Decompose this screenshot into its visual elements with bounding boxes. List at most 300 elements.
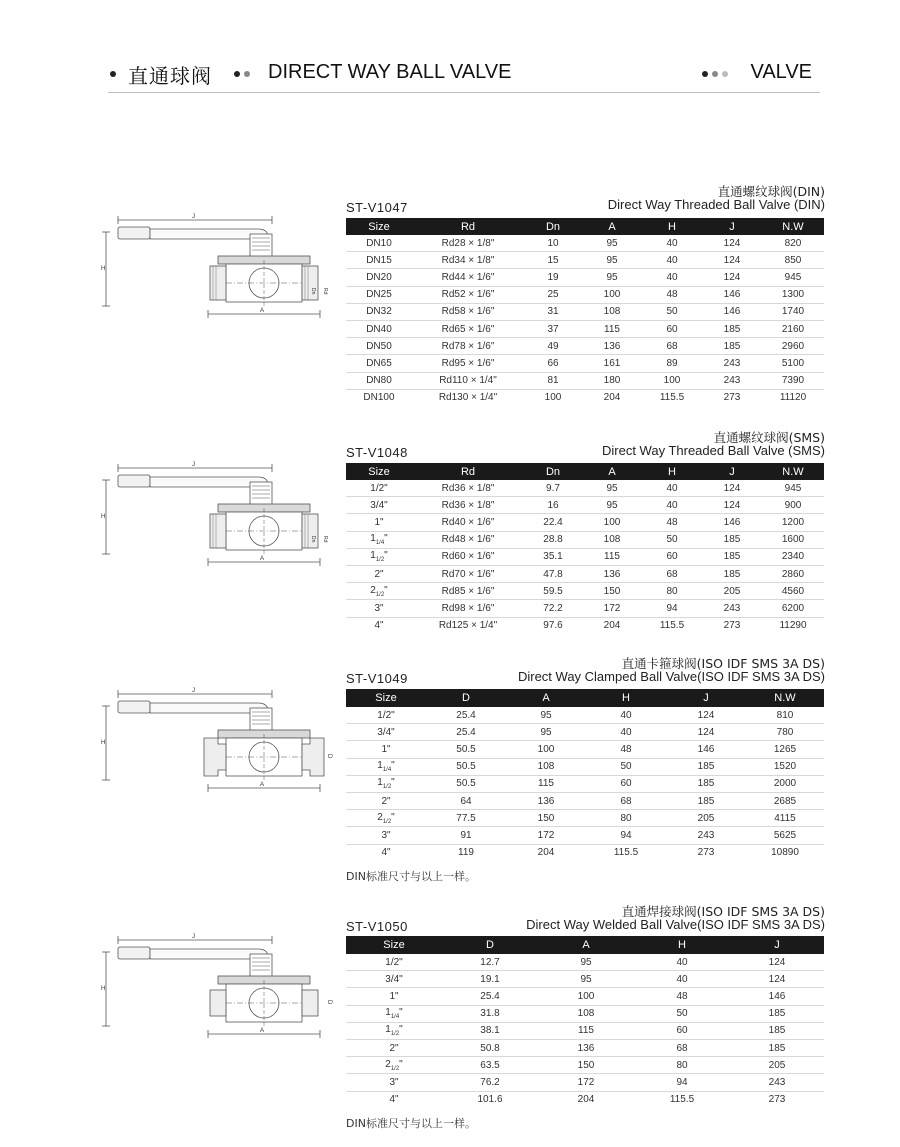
table-cell: 3" <box>346 600 412 617</box>
table-cell: Rd36 × 1/8" <box>412 497 524 514</box>
table-cell: 124 <box>702 235 762 252</box>
table-cell: 119 <box>458 847 474 859</box>
table-cell: 115 <box>506 775 586 792</box>
dimension-label-j: J <box>192 688 195 694</box>
table-cell: 95 <box>538 954 634 971</box>
table-cell: 185 <box>702 548 762 565</box>
table-row <box>346 389 824 406</box>
product-code: ST-V1049 <box>346 671 408 686</box>
product-code: ST-V1047 <box>346 200 408 215</box>
valve-drawing <box>100 930 335 1055</box>
table-cell: 108 <box>582 531 642 548</box>
table-cell: 40 <box>634 954 730 971</box>
table-cell: 1/2" <box>346 707 426 724</box>
table-cell: 72.2 <box>524 600 582 617</box>
table-cell: 48 <box>586 741 666 758</box>
section-title-cn: 直通螺纹球阀(SMS) <box>713 430 825 445</box>
table-cell: 4" <box>389 1094 399 1106</box>
table-cell: 1" <box>346 514 412 531</box>
table-cell: 115.5 <box>659 392 685 404</box>
table-cell: 185 <box>666 792 746 809</box>
table-cell: 273 <box>768 1094 786 1106</box>
table-cell: 15 <box>524 252 582 269</box>
dimension-label-j: J <box>192 214 195 220</box>
table-cell: 185 <box>702 565 762 582</box>
table-cell: 100 <box>538 988 634 1005</box>
table-cell: 185 <box>702 338 762 355</box>
table-cell: 3/4" <box>346 724 426 741</box>
table-cell: 40 <box>642 269 702 286</box>
table-cell: Rd60 × 1/6" <box>412 548 524 565</box>
column-header: H <box>642 463 702 480</box>
table-cell: 9.7 <box>524 480 582 497</box>
table-header-row <box>346 936 824 954</box>
table-row <box>346 954 824 971</box>
table-cell: 50 <box>586 758 666 775</box>
table-row <box>346 775 824 792</box>
table-row <box>346 1005 824 1022</box>
table-cell: 60 <box>634 1022 730 1039</box>
column-header: Size <box>346 689 426 707</box>
table-cell: 273 <box>697 847 715 859</box>
table-cell: 37 <box>524 320 582 337</box>
table-cell: 150 <box>506 810 586 827</box>
table-cell: 1200 <box>762 514 824 531</box>
table-row <box>346 338 824 355</box>
table-cell: 28.8 <box>524 531 582 548</box>
column-header: H <box>586 689 666 707</box>
table-row <box>346 724 824 741</box>
dimension-label-h: H <box>101 740 106 746</box>
table-cell: 100 <box>544 392 562 404</box>
table-cell: 2960 <box>762 338 824 355</box>
table-cell: Rd36 × 1/8" <box>412 480 524 497</box>
table-cell: 2160 <box>762 320 824 337</box>
product-section-st-v1050 <box>100 902 825 1142</box>
column-header: Size <box>346 218 412 235</box>
table-cell: 66 <box>524 355 582 372</box>
table-cell: 185 <box>730 1039 824 1056</box>
spec-table <box>346 218 824 406</box>
table-cell: 48 <box>642 286 702 303</box>
table-cell: $1_{1/2}$" <box>346 775 426 792</box>
column-header: D <box>426 689 506 707</box>
table-cell: 945 <box>762 480 824 497</box>
table-cell: 50 <box>642 531 702 548</box>
table-cell: 40 <box>634 971 730 988</box>
valve-drawing <box>100 684 335 809</box>
dimension-label-d: D <box>326 1000 332 1005</box>
table-cell: 108 <box>582 303 642 320</box>
table-cell: 68 <box>586 792 666 809</box>
table-header-row <box>346 689 824 707</box>
table-cell: $1_{1/2}$" <box>346 548 412 565</box>
table-cell: 19 <box>524 269 582 286</box>
table-cell: Rd85 × 1/6" <box>412 583 524 600</box>
table-row <box>346 971 824 988</box>
table-cell: 94 <box>586 827 666 844</box>
section-title-en: Direct Way Threaded Ball Valve (SMS) <box>602 443 825 458</box>
table-cell: 81 <box>524 372 582 389</box>
bullet-dot-icon <box>110 71 116 77</box>
table-cell: 95 <box>582 497 642 514</box>
table-cell: 115 <box>582 320 642 337</box>
table-cell: 50.5 <box>426 775 506 792</box>
table-cell: 40 <box>586 724 666 741</box>
table-cell: 80 <box>634 1057 730 1074</box>
table-cell: 50.5 <box>426 758 506 775</box>
table-cell: 136 <box>538 1039 634 1056</box>
table-cell: 25.4 <box>426 724 506 741</box>
table-row <box>346 269 824 286</box>
bullet-dot-icon <box>722 71 728 77</box>
table-cell: $1_{1/4}$" <box>346 531 412 548</box>
table-row <box>346 827 824 844</box>
column-header: Rd <box>412 218 524 235</box>
table-cell: 945 <box>762 269 824 286</box>
table-cell: 76.2 <box>442 1074 538 1091</box>
bullet-dot-icon <box>244 71 250 77</box>
table-cell: 60 <box>642 548 702 565</box>
table-cell: 50 <box>634 1005 730 1022</box>
table-cell: 95 <box>582 235 642 252</box>
table-cell: 1/2" <box>346 954 442 971</box>
table-row <box>346 583 824 600</box>
table-cell: 850 <box>762 252 824 269</box>
bullet-dot-icon <box>234 71 240 77</box>
table-cell: 16 <box>524 497 582 514</box>
column-header: Size <box>346 463 412 480</box>
table-cell: Rd130 × 1/4" <box>438 392 498 404</box>
table-cell: 31.8 <box>442 1005 538 1022</box>
table-row <box>346 1039 824 1056</box>
table-header-row <box>346 463 824 480</box>
header-title-en: DIRECT WAY BALL VALVE <box>268 61 512 83</box>
table-cell: 10890 <box>771 847 799 859</box>
table-cell: 124 <box>730 954 824 971</box>
table-cell: 40 <box>642 480 702 497</box>
product-section-st-v1049 <box>100 654 825 894</box>
table-cell: 80 <box>586 810 666 827</box>
table-cell: 64 <box>426 792 506 809</box>
table-cell: 5100 <box>762 355 824 372</box>
table-cell: 22.4 <box>524 514 582 531</box>
dimension-label-h: H <box>101 986 106 992</box>
table-row <box>346 303 824 320</box>
table-cell: 4560 <box>762 583 824 600</box>
table-cell: 185 <box>702 320 762 337</box>
column-header: Size <box>346 936 442 954</box>
table-cell: DN10 <box>346 235 412 252</box>
section-title-cn: 直通螺纹球阀(DIN) <box>717 184 825 199</box>
table-cell: 31 <box>524 303 582 320</box>
table-cell: 2860 <box>762 565 824 582</box>
table-cell: 1/2" <box>346 480 412 497</box>
table-cell: 68 <box>642 565 702 582</box>
table-row <box>346 480 824 497</box>
section-title-en: Direct Way Welded Ball Valve(ISO IDF SMS 3A DS) <box>526 917 825 932</box>
table-cell: 1" <box>346 741 426 758</box>
table-cell: Rd98 × 1/6" <box>412 600 524 617</box>
table-cell: Rd65 × 1/6" <box>412 320 524 337</box>
column-header: Dn <box>524 218 582 235</box>
table-cell: 2685 <box>746 792 824 809</box>
table-cell: 63.5 <box>442 1057 538 1074</box>
table-cell: 68 <box>642 338 702 355</box>
table-cell: Rd110 × 1/4" <box>412 372 524 389</box>
table-cell: 780 <box>746 724 824 741</box>
table-cell: Rd125 × 1/4" <box>438 620 498 632</box>
column-header: Dn <box>524 463 582 480</box>
table-cell: 95 <box>582 269 642 286</box>
table-cell: 35.1 <box>524 548 582 565</box>
table-cell: 115.5 <box>659 620 685 632</box>
table-cell: 40 <box>642 235 702 252</box>
table-row <box>346 1057 824 1074</box>
table-cell: 100 <box>582 514 642 531</box>
column-header: A <box>582 218 642 235</box>
table-row <box>346 810 824 827</box>
table-cell: 124 <box>702 497 762 514</box>
dimension-label-j: J <box>192 462 195 468</box>
table-cell: 146 <box>702 514 762 531</box>
table-cell: 243 <box>730 1074 824 1091</box>
table-row <box>346 741 824 758</box>
table-cell: 810 <box>746 707 824 724</box>
table-cell: $2_{1/2}$" <box>346 583 412 600</box>
table-row <box>346 1074 824 1091</box>
header-title-cn: 直通球阀 <box>128 64 212 88</box>
table-cell: 95 <box>538 971 634 988</box>
table-cell: 95 <box>582 252 642 269</box>
table-cell: 3/4" <box>346 497 412 514</box>
table-row <box>346 252 824 269</box>
table-cell: 94 <box>634 1074 730 1091</box>
table-row <box>346 988 824 1005</box>
table-cell: 1740 <box>762 303 824 320</box>
table-cell: 89 <box>642 355 702 372</box>
table-cell: 204 <box>603 392 621 404</box>
column-header: N.W <box>762 218 824 235</box>
table-cell: 48 <box>642 514 702 531</box>
table-cell: DN50 <box>346 338 412 355</box>
table-cell: 273 <box>723 392 741 404</box>
table-cell: 77.5 <box>426 810 506 827</box>
section-title-cn: 直通卡箍球阀(ISO IDF SMS 3A DS) <box>621 656 825 671</box>
dimension-label-a: A <box>260 782 265 788</box>
table-cell: 97.6 <box>543 620 563 632</box>
table-row <box>346 497 824 514</box>
table-cell: 180 <box>582 372 642 389</box>
table-cell: 243 <box>702 372 762 389</box>
section-title-cn: 直通焊接球阀(ISO IDF SMS 3A DS) <box>621 904 825 919</box>
column-header: Rd <box>412 463 524 480</box>
table-cell: 273 <box>723 620 741 632</box>
spec-table <box>346 936 824 1108</box>
table-cell: 3" <box>346 827 426 844</box>
table-cell: 204 <box>537 847 555 859</box>
table-cell: 60 <box>642 320 702 337</box>
table-cell: DN20 <box>346 269 412 286</box>
table-cell: 185 <box>730 1005 824 1022</box>
section-title-en: Direct Way Clamped Ball Valve(ISO IDF SMS 3A DS) <box>517 669 825 684</box>
table-cell: 12.7 <box>442 954 538 971</box>
table-row <box>346 792 824 809</box>
table-cell: 95 <box>506 707 586 724</box>
table-cell: 185 <box>666 758 746 775</box>
table-cell: 3/4" <box>346 971 442 988</box>
table-cell: 60 <box>586 775 666 792</box>
table-cell: 108 <box>506 758 586 775</box>
table-header-row <box>346 218 824 235</box>
table-cell: 1" <box>346 988 442 1005</box>
table-cell: 900 <box>762 497 824 514</box>
table-cell: 2" <box>346 1039 442 1056</box>
table-cell: 172 <box>538 1074 634 1091</box>
column-header: H <box>642 218 702 235</box>
table-cell: 50.5 <box>426 741 506 758</box>
table-cell: $2_{1/2}$" <box>346 810 426 827</box>
table-cell: 150 <box>538 1057 634 1074</box>
column-header: A <box>506 689 586 707</box>
table-cell: 243 <box>702 600 762 617</box>
table-cell: 4" <box>381 847 391 859</box>
table-cell: Rd52 × 1/6" <box>412 286 524 303</box>
table-cell: 25.4 <box>442 988 538 1005</box>
table-cell: Rd44 × 1/6" <box>412 269 524 286</box>
table-cell: 172 <box>582 600 642 617</box>
column-header: J <box>666 689 746 707</box>
table-row <box>346 286 824 303</box>
dimension-label-j: J <box>192 934 195 940</box>
column-header: A <box>582 463 642 480</box>
column-header: J <box>702 218 762 235</box>
table-cell: 3" <box>346 1074 442 1091</box>
table-cell: 4" <box>374 620 384 632</box>
table-row <box>346 1091 824 1108</box>
table-cell: Rd48 × 1/6" <box>412 531 524 548</box>
valve-drawing <box>100 210 335 335</box>
table-cell: 47.8 <box>524 565 582 582</box>
dimension-label-h: H <box>101 514 106 520</box>
table-row <box>346 355 824 372</box>
dimension-label-rd: Rd <box>322 536 328 543</box>
table-cell: 2" <box>346 792 426 809</box>
table-cell: DN40 <box>346 320 412 337</box>
table-cell: 94 <box>642 600 702 617</box>
valve-technical-drawing <box>100 930 335 1050</box>
table-cell: 6200 <box>762 600 824 617</box>
table-cell: 38.1 <box>442 1022 538 1039</box>
table-cell: 185 <box>702 531 762 548</box>
table-cell: $1_{1/4}$" <box>346 1005 442 1022</box>
table-cell: DN100 <box>363 392 395 404</box>
table-cell: 1300 <box>762 286 824 303</box>
table-cell: 172 <box>506 827 586 844</box>
product-code: ST-V1050 <box>346 919 408 934</box>
table-cell: 115.5 <box>613 847 639 859</box>
column-header: D <box>442 936 538 954</box>
table-cell: $1_{1/4}$" <box>346 758 426 775</box>
spec-table <box>346 463 824 634</box>
table-cell: 95 <box>582 480 642 497</box>
spec-table <box>346 689 824 861</box>
column-header: J <box>702 463 762 480</box>
table-cell: Rd34 × 1/8" <box>412 252 524 269</box>
table-cell: 205 <box>730 1057 824 1074</box>
table-cell: 124 <box>730 971 824 988</box>
table-cell: 50 <box>642 303 702 320</box>
section-note: DIN标准尺寸与以上一样。 <box>346 1116 476 1130</box>
table-cell: 40 <box>586 707 666 724</box>
column-header: N.W <box>762 463 824 480</box>
table-cell: 146 <box>702 286 762 303</box>
table-cell: 100 <box>582 286 642 303</box>
table-cell: 1600 <box>762 531 824 548</box>
table-row <box>346 235 824 252</box>
dimension-label-rd: Rd <box>322 288 328 295</box>
table-cell: 146 <box>730 988 824 1005</box>
table-cell: DN32 <box>346 303 412 320</box>
dimension-label-a: A <box>260 308 265 314</box>
table-cell: 7390 <box>762 372 824 389</box>
table-cell: 19.1 <box>442 971 538 988</box>
table-row <box>346 565 824 582</box>
table-row <box>346 1022 824 1039</box>
table-cell: 25.4 <box>426 707 506 724</box>
table-cell: Rd58 × 1/6" <box>412 303 524 320</box>
table-cell: 136 <box>506 792 586 809</box>
table-cell: 11290 <box>779 620 807 632</box>
table-cell: 124 <box>666 724 746 741</box>
table-cell: 48 <box>634 988 730 1005</box>
table-cell: 59.5 <box>524 583 582 600</box>
product-code: ST-V1048 <box>346 445 408 460</box>
table-cell: 205 <box>666 810 746 827</box>
table-cell: 136 <box>582 565 642 582</box>
table-cell: DN15 <box>346 252 412 269</box>
table-row <box>346 531 824 548</box>
table-cell: DN80 <box>346 372 412 389</box>
table-cell: 204 <box>603 620 621 632</box>
table-cell: 2" <box>346 565 412 582</box>
table-cell: Rd28 × 1/8" <box>412 235 524 252</box>
table-cell: 1265 <box>746 741 824 758</box>
table-cell: 25 <box>524 286 582 303</box>
column-header: N.W <box>746 689 824 707</box>
table-cell: 124 <box>702 480 762 497</box>
table-cell: 185 <box>666 775 746 792</box>
dimension-label-h: H <box>101 266 106 272</box>
table-cell: 80 <box>642 583 702 600</box>
table-cell: 243 <box>666 827 746 844</box>
column-header: H <box>634 936 730 954</box>
table-row <box>346 707 824 724</box>
table-row <box>346 758 824 775</box>
table-cell: 146 <box>666 741 746 758</box>
table-row <box>346 320 824 337</box>
dimension-label-a: A <box>260 556 265 562</box>
table-row <box>346 372 824 389</box>
table-cell: 11120 <box>779 392 807 404</box>
dimension-label-a: A <box>260 1028 265 1034</box>
table-cell: 40 <box>642 252 702 269</box>
dimension-label-dn: Dn <box>310 536 316 543</box>
table-cell: $1_{1/2}$" <box>346 1022 442 1039</box>
table-cell: 124 <box>702 269 762 286</box>
column-header: J <box>730 936 824 954</box>
dimension-label-dn: Dn <box>310 288 316 295</box>
